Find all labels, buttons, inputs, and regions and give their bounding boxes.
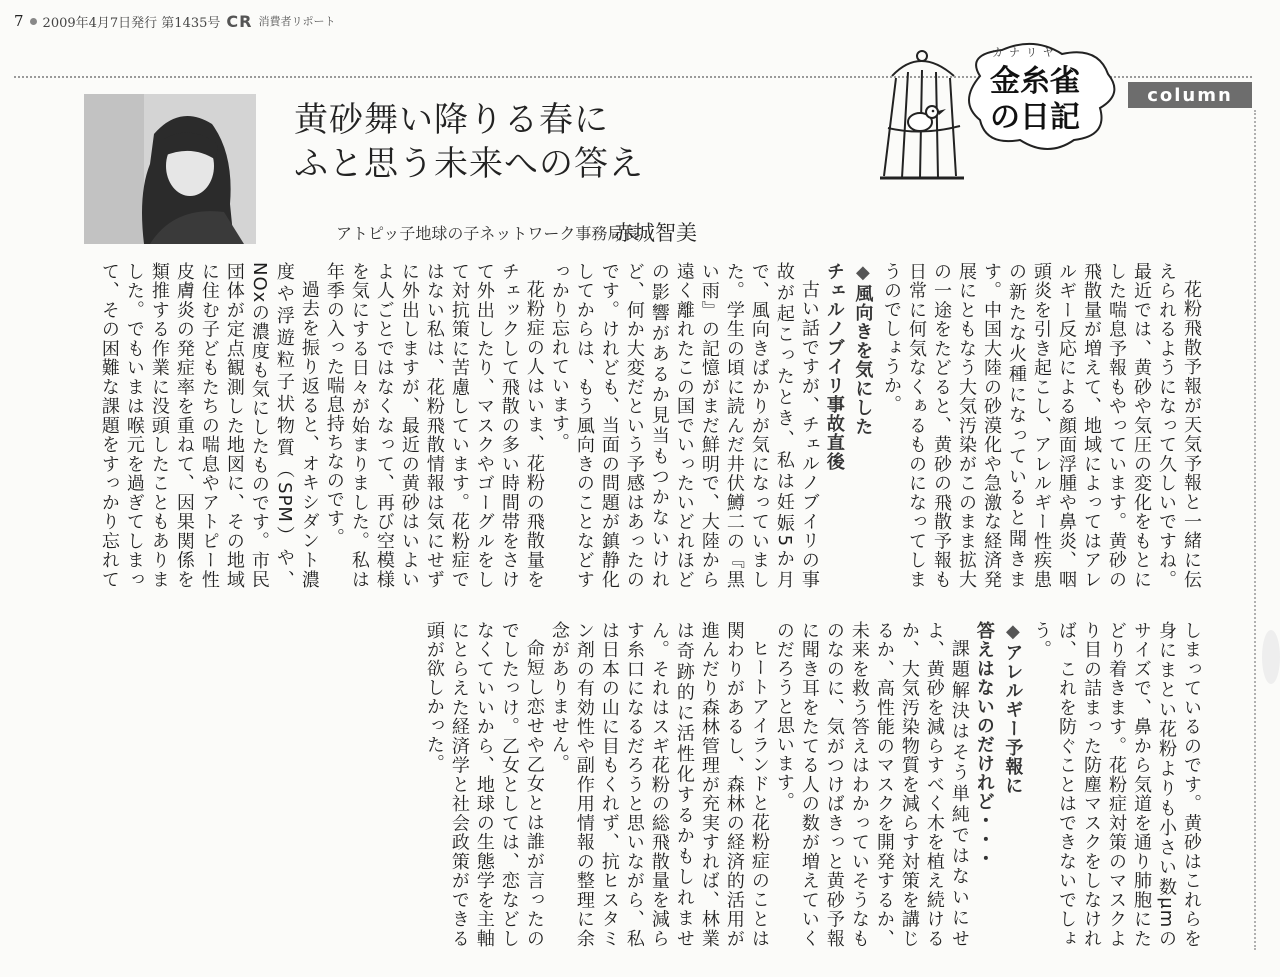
canary-icon [908, 106, 946, 131]
subhead [822, 262, 847, 589]
paragraph: 命短し恋せや乙女とは誰が言ったのでしたっけ。乙女としては、恋などしなくていいから、地球の生態学を主軸にとらえた経済学と社会政策ができる頭が欲しかった。 [423, 621, 545, 948]
title-line-1: 黄砂舞い降りる春に [294, 100, 609, 140]
column-logo [862, 36, 1124, 186]
subhead-line-2: 答えはないのだけれど・・・ [973, 621, 995, 868]
diamond-bullet-icon: ◆ [852, 262, 874, 284]
publication-name: 消費者リポート [258, 15, 336, 28]
section-label: column [1128, 82, 1252, 108]
author-name: 赤城智美 [613, 221, 697, 245]
page-header [14, 10, 335, 32]
title-line-2: ふと思う未来への答え [294, 144, 644, 184]
subhead-line-1: アレルギー予報に [1002, 643, 1024, 795]
brand-logo: CR [226, 11, 253, 31]
paper-blot [1262, 630, 1280, 684]
logo-title: 金糸雀の日記 [990, 64, 1080, 135]
paragraph: 花粉飛散予報が天気予報と一緒に伝えられるようになって久しいですね。最近では、黄砂や気圧の変化をもとにした喘息予報もやっています。黄砂の飛散量が増えて、地域によってはアレルギー反応による顔面浮腫や鼻炎、咽頭炎を引き起こし、アレルギー性疾患の新たな火種になっていると聞きます。中国大陸の砂漠化や急激な経済発展にともなう大気汚染がこのまま拡大の一途をたどると、黄砂の飛散予報も日常に何気なくぁるものになってしまうのでしょうか。 [881, 262, 1202, 589]
right-dotted-rule [1254, 110, 1256, 950]
subhead [972, 621, 997, 948]
bullet-dot-icon [30, 18, 37, 25]
article-title [294, 98, 644, 186]
author-role: アトピッ子地球の子ネットワーク事務局長 [336, 224, 640, 243]
subhead-line-1: 風向きを気にした [852, 284, 874, 436]
author-photo-graphic [84, 94, 256, 244]
subhead [850, 262, 875, 589]
paragraph: 課題解決はそう単純ではないにせよ、黄砂を減らすべく木を植え続けるか、大気汚染物質を減らす対策を講じるか、高性能のマスクを開発するか、未来を救う答えはわかっていそうなものなのに、気がつけばきっと黄砂予報に聞き耳をたてる人の数が増えていくのだろうと思います。 [773, 621, 970, 948]
article-body [74, 262, 1204, 948]
author-photo [84, 94, 256, 244]
page-number: 7 [14, 12, 24, 30]
paragraph: 古い話ですが、チェルノブイリの事故が起こったとき、私は妊娠5か月で、風向きばかりが気になっていました。学生の頃に読んだ井伏鱒二の『黒い雨』の記憶がまだ鮮明で、大陸から遠く離れたこの国でいったいどれほどの影響があるか見当もつかないけれど、何か大変だという予感はあったのです。けれども、当面の問題が鎮静化してからは、もう風向きのことなどすっかり忘れています。 [548, 262, 820, 589]
diamond-bullet-icon: ◆ [1002, 621, 1024, 643]
issue-date: 2009年4月7日発行 第1435号 [42, 15, 221, 31]
subhead-line-2: チェルノブイリ事故直後 [823, 262, 845, 471]
paragraph: ヒートアイランドと花粉症のことは関わりがあるし、森林の経済的活用が進んだり森林管理が充実すれば、林業は奇跡的に活性化するかもしれません。それはスギ花粉の総飛散量を減らす糸口になるだろうと思いながら、私は日本の山に目もくれず、抗ヒスタミン剤の有効性や副作用情報の整理に余念がありません。 [548, 621, 770, 948]
logo-ruby: カナリヤ [992, 46, 1060, 59]
paragraph: 過去を振り返ると、オキシダント濃度や浮遊粒子状物質（SPM）や、NOxの濃度も気にしたものです。市民団体が定点観測した地図に、その地域に住む子どもたちの喘息やアトピー性皮膚炎の発症率を重ねて、因果関係を類推する作業に没頭したこともありました。でもいまは喉元を過ぎてしまって、その困難な課題をすっかり忘れてしまっているのです。黄砂はこれらを身にまとい花粉よりも小さい数μmのサイズで、鼻から気道を通り肺胞にたどり着きます。花粉症対策のマスクより目の詰まった防塵マスクをしなければ、これを防ぐことはできないでしょう。 [98, 262, 1202, 948]
subhead [1000, 621, 1025, 948]
paragraph: 花粉症の人はいま、花粉の飛散量をチェックして飛散の多い時間帯をさけて外出したり、マスクやゴーグルをして対抗策に苦慮しています。花粉症ではない私は、花粉飛散情報は気にせずに外出しますが、最近の黄砂はいよいよ人ごとではなくなって、再び空模様を気にする日々が始まりました。私は年季の入った喘息持ちなのです。 [323, 262, 545, 589]
